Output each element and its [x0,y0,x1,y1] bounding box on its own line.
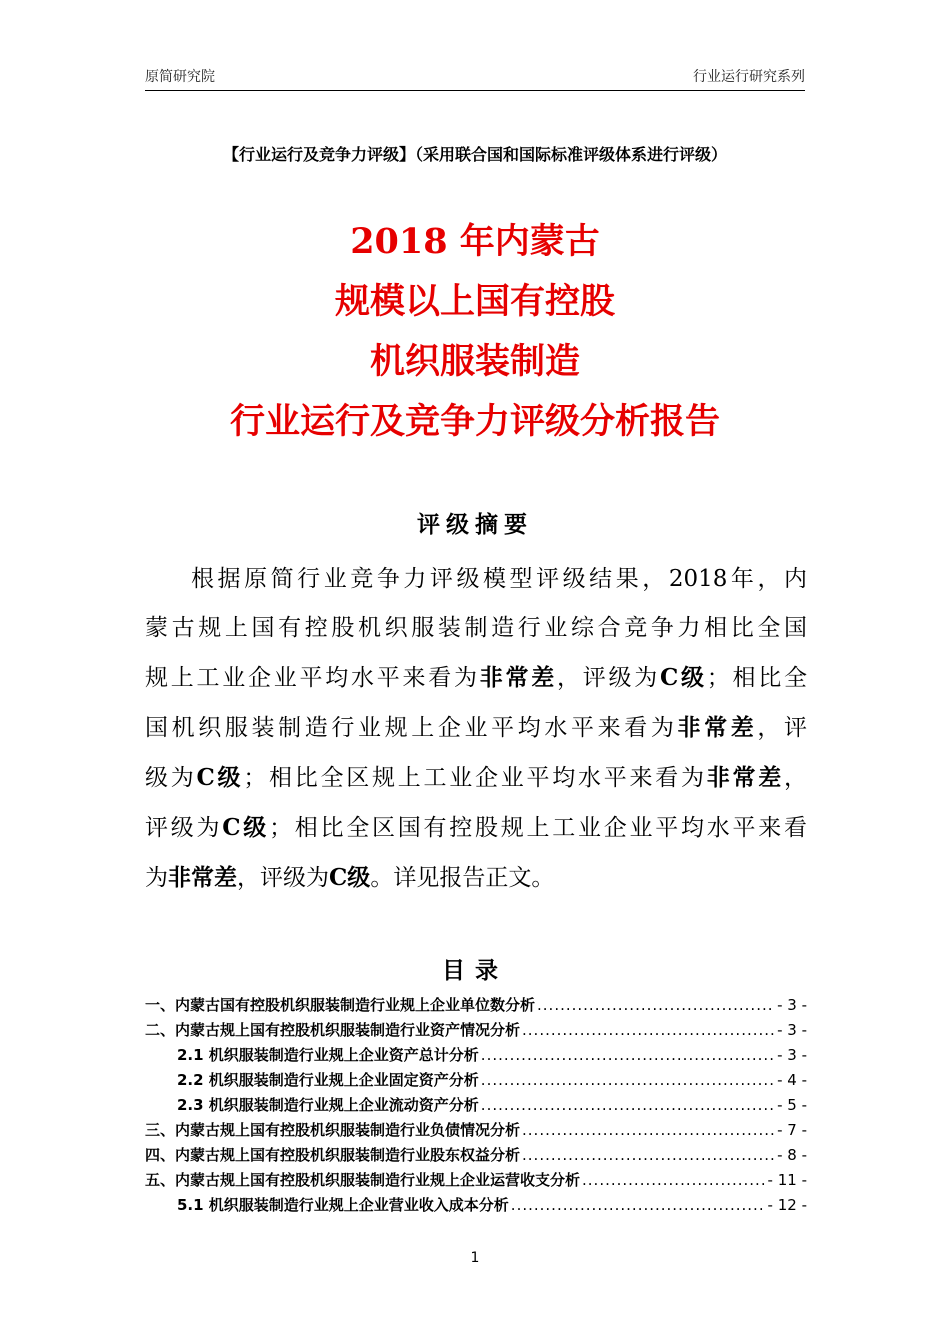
summary-emphasis: C级 [329,864,371,891]
toc-entry-page: - 12 - [767,1196,807,1214]
title-line-1: 2018 年内蒙古 [350,221,600,262]
toc-heading: 目录 [442,958,508,984]
summary-emphasis: 非常差 [168,864,237,891]
summary-text: 评级为 [145,815,223,841]
toc-leader-dots [522,1143,775,1168]
page-number: 1 [470,1250,480,1266]
summary-paragraph [145,555,807,903]
toc-entry-page: - 8 - [777,1146,807,1164]
toc-entry-page: - 4 - [777,1071,807,1089]
summary-text: ，评级为 [556,665,660,691]
toc-entry[interactable] [145,1093,807,1118]
toc-entry-title: 三、内蒙古规上国有控股机织服装制造行业负债情况分析 [145,1121,521,1139]
title-line-2: 规模以上国有控股 [334,281,615,322]
summary-text: ， [784,765,808,791]
toc-entry-page: - 5 - [777,1096,807,1114]
toc-entry[interactable] [145,993,807,1018]
header-divider [145,90,805,91]
summary-line [145,604,807,653]
summary-emphasis: 非常差 [479,664,557,691]
toc-leader-dots [522,1118,775,1143]
summary-text: 规上工业企业平均水平来看为 [145,665,480,691]
toc-entry[interactable] [145,1043,807,1068]
summary-emphasis: 非常差 [706,764,785,791]
summary-text: ；相比全 [706,665,808,691]
summary-text: ，评级为 [237,865,329,891]
toc-entry[interactable] [145,1118,807,1143]
summary-text: 为 [145,865,168,891]
toc-entry-page: - 3 - [777,996,807,1014]
toc-leader-dots [582,1168,766,1193]
toc-leader-dots [481,1043,775,1068]
toc-entry-title: 2.3 机织服装制造行业规上企业流动资产分析 [177,1096,479,1114]
toc-entry-title: 2.1 机织服装制造行业规上企业资产总计分析 [177,1046,479,1064]
summary-line [145,555,807,604]
toc-entry[interactable] [145,1168,807,1193]
toc-entry-page: - 7 - [777,1121,807,1139]
summary-line [145,803,807,853]
toc-entry-title: 5.1 机织服装制造行业规上企业营业收入成本分析 [177,1196,509,1214]
title-line-4: 行业运行及竞争力评级分析报告 [229,401,720,442]
summary-heading: 评级摘要 [417,512,533,538]
toc-leader-dots [537,993,775,1018]
toc-entry[interactable] [145,1068,807,1093]
summary-text: ；相比全区国有控股规上工业企业平均水平来看 [269,815,808,841]
toc-entry-page: - 3 - [777,1046,807,1064]
summary-emphasis: C级 [659,664,707,691]
summary-text: 。详见报告正文。 [370,865,555,891]
summary-text: 国机织服装制造行业规上企业平均水平来看为 [145,715,678,741]
title-line-3: 机织服装制造 [369,341,580,382]
toc-leader-dots [481,1068,775,1093]
table-of-contents [145,993,807,1218]
toc-leader-dots [481,1093,775,1118]
summary-emphasis: C级 [196,764,244,791]
toc-entry[interactable] [145,1018,807,1043]
summary-line [145,653,807,703]
toc-entry-page: - 11 - [767,1171,807,1189]
summary-text: 根据原简行业竞争力评级模型评级结果，2018年，内 [191,566,807,592]
toc-entry-title: 一、内蒙古国有控股机织服装制造行业规上企业单位数分析 [145,996,536,1014]
toc-entry-title: 五、内蒙古规上国有控股机织服装制造行业规上企业运营收支分析 [145,1171,581,1189]
summary-line [145,703,807,753]
summary-emphasis: 非常差 [677,714,758,741]
toc-entry-title: 四、内蒙古规上国有控股机织服装制造行业股东权益分析 [145,1146,521,1164]
toc-entry[interactable] [145,1193,807,1218]
summary-line [145,753,807,803]
report-title [0,212,950,452]
toc-entry-page: - 3 - [777,1021,807,1039]
toc-leader-dots [522,1018,775,1043]
toc-entry[interactable] [145,1143,807,1168]
toc-entry-title: 二、内蒙古规上国有控股机织服装制造行业资产情况分析 [145,1021,521,1039]
header-series-name: 行业运行研究系列 [693,69,805,85]
summary-emphasis: C级 [222,814,270,841]
summary-text: 蒙古规上国有控股机织服装制造行业综合竞争力相比全国 [145,615,807,641]
summary-text: ，评 [757,715,807,741]
summary-text: ；相比全区规上工业企业平均水平来看为 [243,765,707,791]
rating-subtitle: 【行业运行及竞争力评级】（采用联合国和国际标准评级体系进行评级） [222,145,727,164]
toc-leader-dots [511,1193,766,1218]
summary-line [145,853,807,903]
toc-entry-title: 2.2 机织服装制造行业规上企业固定资产分析 [177,1071,479,1089]
summary-text: 级为 [145,765,197,791]
header-org-name: 原简研究院 [145,69,215,85]
